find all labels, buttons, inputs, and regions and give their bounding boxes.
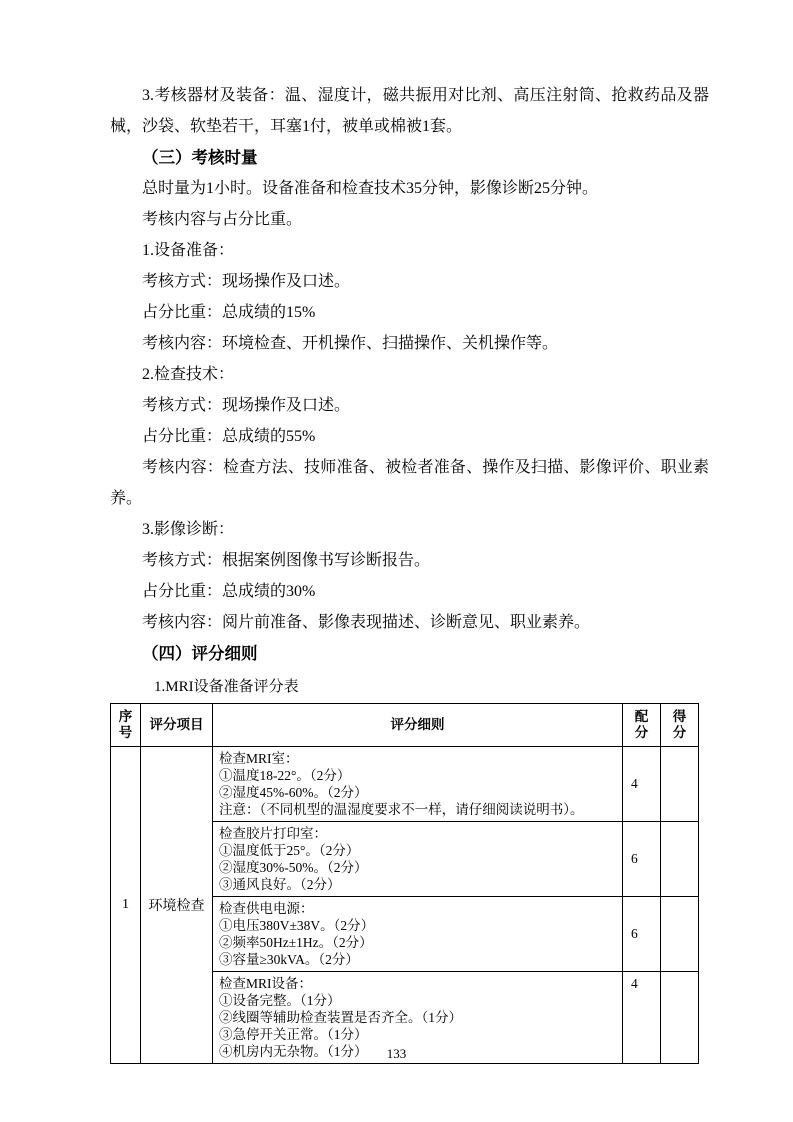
table-header-row <box>111 704 699 747</box>
paragraph-weight-1: 占分比重：总成绩的15% <box>142 304 316 321</box>
header-line: 号 <box>118 725 133 740</box>
table-caption: 1.MRI设备准备评分表 <box>154 679 299 695</box>
cell-obtained <box>661 747 699 822</box>
detail-line: ③急停开关正常。（1分） <box>219 1027 368 1042</box>
paragraph-weight-3: 占分比重：总成绩的30% <box>142 583 316 600</box>
header-line: 分 <box>634 725 649 740</box>
detail-line: ①设备完整。（1分） <box>219 993 341 1008</box>
detail-line: ①温度低于25°。（2分） <box>219 843 360 858</box>
cell-allocated: 6 <box>623 822 661 897</box>
header-allocated <box>623 704 661 747</box>
paragraph-weight-2: 占分比重：总成绩的55% <box>142 428 316 445</box>
detail-line: ②湿度30%-50%。（2分） <box>219 860 368 875</box>
detail-line: ④机房内无杂物。（1分） <box>219 1044 368 1059</box>
cell-obtained <box>661 897 699 972</box>
detail-line: ②频率50Hz±1Hz。（2分） <box>219 935 373 950</box>
detail-line: ①电压380V±38V。（2分） <box>219 918 375 933</box>
paragraph-method-1: 考核方式：现场操作及口述。 <box>142 273 351 290</box>
table-row <box>111 747 699 822</box>
cell-detail-film-print-room <box>213 822 623 897</box>
detail-line: 检查胶片打印室： <box>219 826 327 841</box>
section-heading-scoring-rules: （四）评分细则 <box>142 644 258 663</box>
detail-line: ②线圈等辅助检查装置是否齐全。（1分） <box>219 1010 462 1025</box>
cell-obtained <box>661 822 699 897</box>
cell-allocated: 4 <box>623 747 661 822</box>
header-line: 序 <box>118 709 133 724</box>
header-line: 分 <box>672 725 687 740</box>
detail-line: ②湿度45%-60%。（2分） <box>219 785 368 800</box>
paragraph-total-time: 总时量为1小时。设备准备和检查技术35分钟，影像诊断25分钟。 <box>142 180 599 197</box>
cell-project: 环境检查 <box>141 747 213 1064</box>
paragraph-content-3: 考核内容：阅片前准备、影像表现描述、诊断意见、职业素养。 <box>142 614 591 631</box>
detail-line: 注意：（不同机型的温湿度要求不一样，请仔细阅读说明书）。 <box>219 802 584 817</box>
page-number: 133 <box>386 1046 407 1061</box>
header-index <box>111 704 141 747</box>
detail-line: ③容量≥30kVA。（2分） <box>219 952 359 967</box>
paragraph-item-1: 1.设备准备： <box>142 242 235 259</box>
header-project: 评分项目 <box>141 704 213 747</box>
detail-line: ③通风良好。（2分） <box>219 877 341 892</box>
scoring-table <box>110 703 699 1064</box>
header-line: 配 <box>634 709 649 724</box>
paragraph-method-3: 考核方式：根据案例图像书写诊断报告。 <box>142 552 431 569</box>
paragraph-content-1: 考核内容：环境检查、开机操作、扫描操作、关机操作等。 <box>142 335 559 352</box>
cell-index: 1 <box>111 747 141 1064</box>
detail-line: 检查MRI室： <box>219 751 299 766</box>
cell-detail-mri-room <box>213 747 623 822</box>
paragraph-method-2: 考核方式：现场操作及口述。 <box>142 397 351 414</box>
cell-allocated: 6 <box>623 897 661 972</box>
paragraph-content-weight: 考核内容与占分比重。 <box>142 211 303 228</box>
paragraph-content-2: 考核内容：检查方法、技师准备、被检者准备、操作及扫描、影像评价、职业素养。 <box>110 459 709 507</box>
paragraph-item-3: 3.影像诊断： <box>142 521 235 538</box>
header-obtained <box>661 704 699 747</box>
detail-line: 检查供电电源： <box>219 901 314 916</box>
header-line: 得 <box>672 709 687 724</box>
cell-allocated: 4 <box>623 972 661 1064</box>
paragraph-equipment: 3.考核器材及装备：温、湿度计，磁共振用对比剂、高压注射筒、抢救药品及器械，沙袋、软垫若干，耳塞1付，被单或棉被1套。 <box>110 87 709 135</box>
detail-line: ①温度18-22°。（2分） <box>219 768 351 783</box>
header-detail: 评分细则 <box>213 704 623 747</box>
detail-line: 检查MRI设备： <box>219 976 313 991</box>
section-heading-time: （三）考核时量 <box>142 148 258 167</box>
paragraph-item-2: 2.检查技术： <box>142 366 235 383</box>
cell-detail-power-supply <box>213 897 623 972</box>
